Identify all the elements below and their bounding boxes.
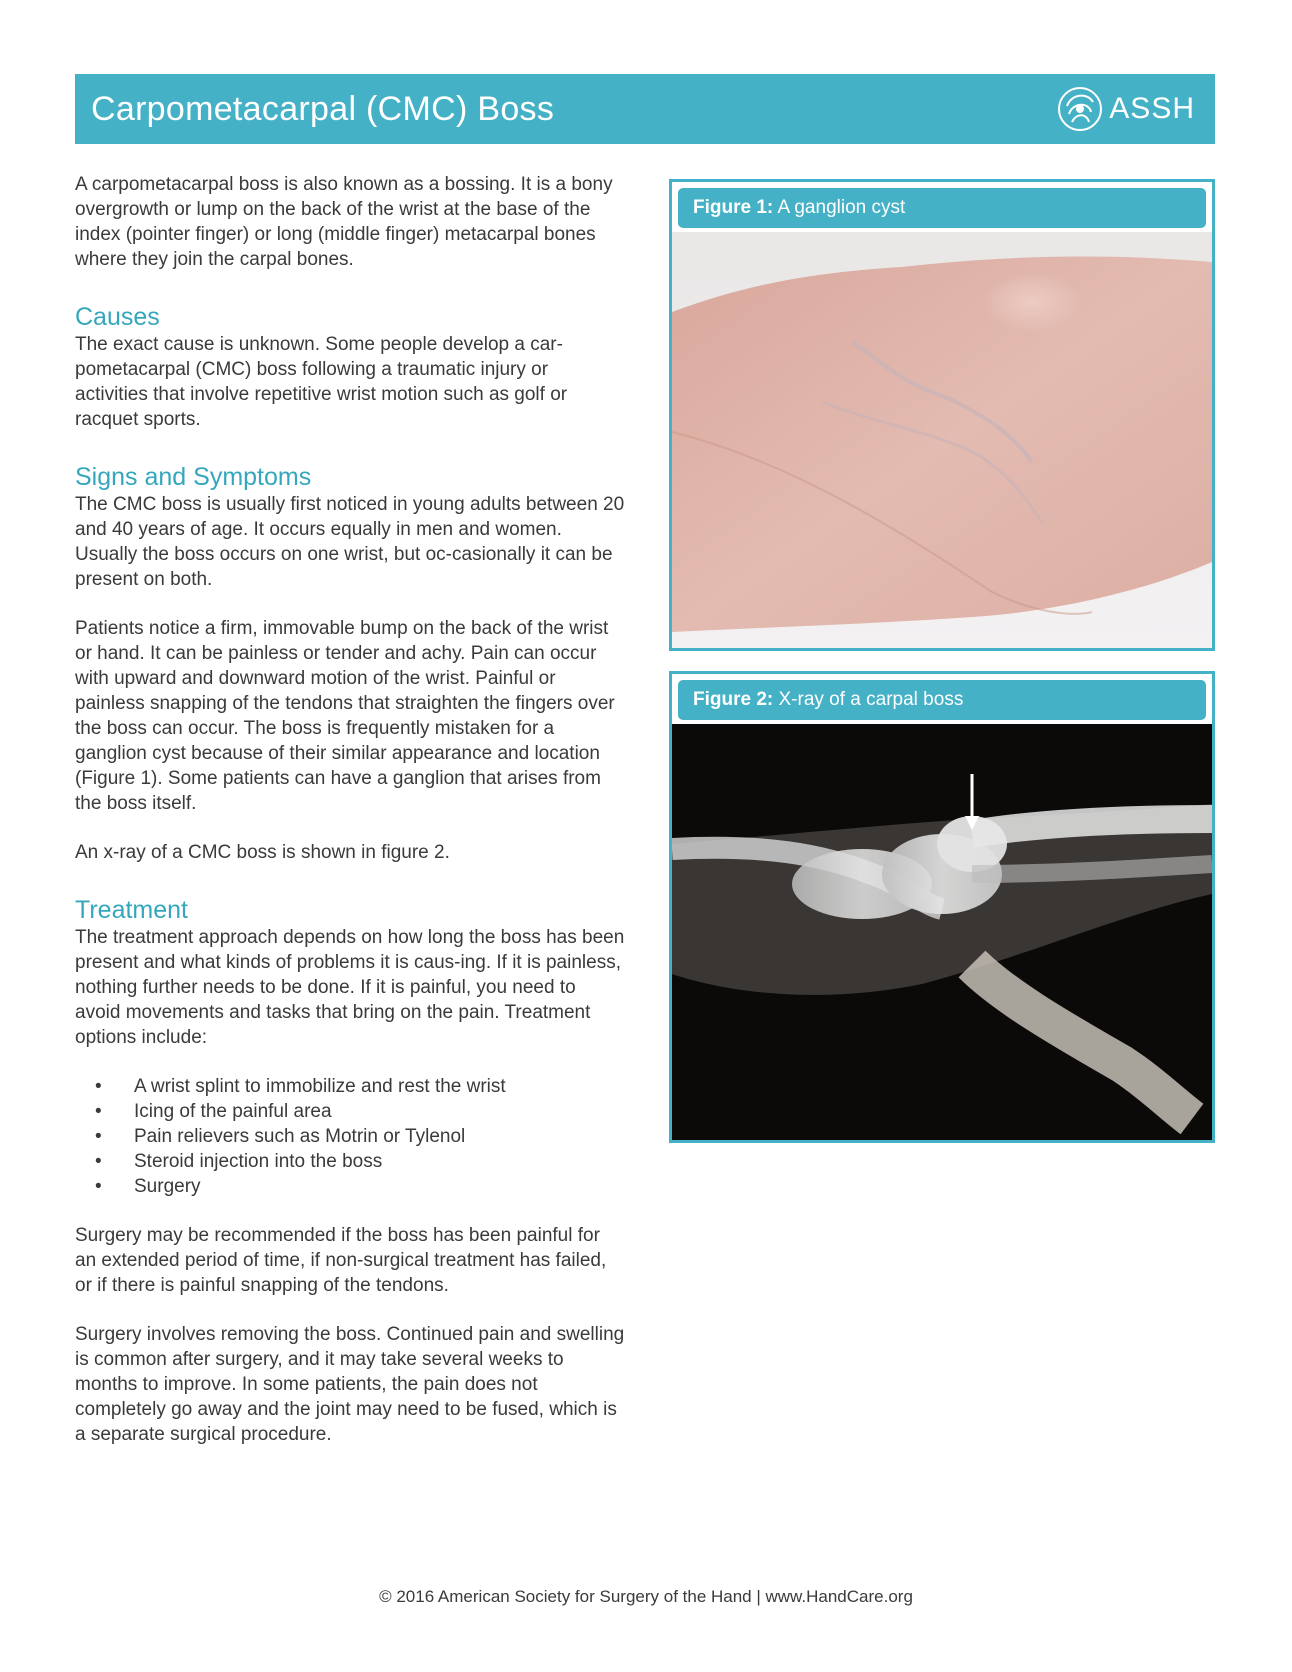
page-title: Carpometacarpal (CMC) Boss bbox=[91, 89, 555, 128]
signs-paragraph-2: Patients notice a firm, immovable bump on the back of the wrist or hand. It can be painless or tender and achy. Pain can occur with upward and downward motion of the wrist. Painful or painless snapping of the tendons that straighten the fingers over the boss can occur. The boss is frequently mistaken for a ganglion cyst because of their similar appearance and location (Figure 1). Some patients can have a ganglion that arises from the boss itself. bbox=[75, 618, 615, 814]
list-item bbox=[75, 1074, 625, 1099]
list-item-text: Pain relievers such as Motrin or Tylenol bbox=[134, 1126, 466, 1147]
assh-logo bbox=[1055, 84, 1195, 134]
list-item-text: Surgery bbox=[134, 1176, 201, 1197]
logo-text: ASSH bbox=[1109, 92, 1195, 125]
bullet: • bbox=[95, 1076, 102, 1097]
list-item bbox=[75, 1099, 625, 1124]
causes-heading: Causes bbox=[75, 303, 160, 331]
list-item bbox=[75, 1174, 625, 1199]
list-item bbox=[75, 1149, 625, 1174]
page-header bbox=[75, 74, 1215, 144]
figure-2 bbox=[669, 671, 1215, 1143]
bullet: • bbox=[95, 1101, 102, 1122]
figure-2-caption bbox=[678, 680, 1206, 720]
intro-paragraph: A carpometacarpal boss is also known as a bossing. It is a bony overgrowth or lump on the back of the wrist at the base of the index (pointer finger) or long (middle finger) metacarpal bones where they join the carpal bones. bbox=[75, 174, 613, 270]
list-item bbox=[75, 1124, 625, 1149]
signs-heading: Signs and Symptoms bbox=[75, 463, 312, 491]
footer: © 2016 American Society for Surgery of the Hand | www.HandCare.org bbox=[379, 1587, 913, 1606]
bullet: • bbox=[95, 1126, 102, 1147]
ganglion-cyst-photo bbox=[672, 232, 1212, 648]
figure-1-caption-text: A ganglion cyst bbox=[773, 197, 906, 218]
article-body bbox=[75, 172, 625, 1471]
figure-2-label: Figure 2: bbox=[693, 689, 774, 710]
assh-swirl-icon bbox=[1055, 84, 1105, 134]
figure-2-caption-text: X-ray of a carpal boss bbox=[773, 689, 964, 710]
treatment-paragraph-3: Surgery involves removing the boss. Continued pain and swelling is common after surgery, and it may take several weeks to months to improve. In some patients, the pain does not completely go away and the joint may need to be fused, which is a separate surgical procedure. bbox=[75, 1324, 625, 1445]
treatment-paragraph-1: The treatment approach depends on how long the boss has been present and what kinds of problems it is caus-ing. If it is painless, nothing further needs to be done. If it is painful, you need to avoid movements and tasks that bring on the pain. Treatment options include: bbox=[75, 927, 625, 1048]
xray-photo bbox=[672, 724, 1212, 1140]
treatment-heading: Treatment bbox=[75, 896, 189, 924]
list-item-text: Icing of the painful area bbox=[134, 1101, 332, 1122]
figure-1 bbox=[669, 179, 1215, 651]
treatment-options-list bbox=[75, 1074, 625, 1199]
bullet: • bbox=[95, 1176, 102, 1197]
treatment-paragraph-2: Surgery may be recommended if the boss has been painful for an extended period of time, if non-surgical treatment has failed, or if there is painful snapping of the tendons. bbox=[75, 1225, 607, 1296]
signs-paragraph-3: An x-ray of a CMC boss is shown in figure 2. bbox=[75, 842, 450, 863]
bullet: • bbox=[95, 1151, 102, 1172]
list-item-text: Steroid injection into the boss bbox=[134, 1151, 383, 1172]
causes-paragraph: The exact cause is unknown. Some people develop a car-pometacarpal (CMC) boss following a traumatic injury or activities that involve repetitive wrist motion such as golf or racquet sports. bbox=[75, 334, 568, 430]
figure-1-caption bbox=[678, 188, 1206, 228]
list-item-text: A wrist splint to immobilize and rest the wrist bbox=[134, 1076, 506, 1097]
figure-1-label: Figure 1: bbox=[693, 197, 774, 218]
signs-paragraph-1: The CMC boss is usually first noticed in young adults between 20 and 40 years of age. It occurs equally in men and women. Usually the boss occurs on one wrist, but oc-casionally it can be present on both. bbox=[75, 494, 625, 590]
